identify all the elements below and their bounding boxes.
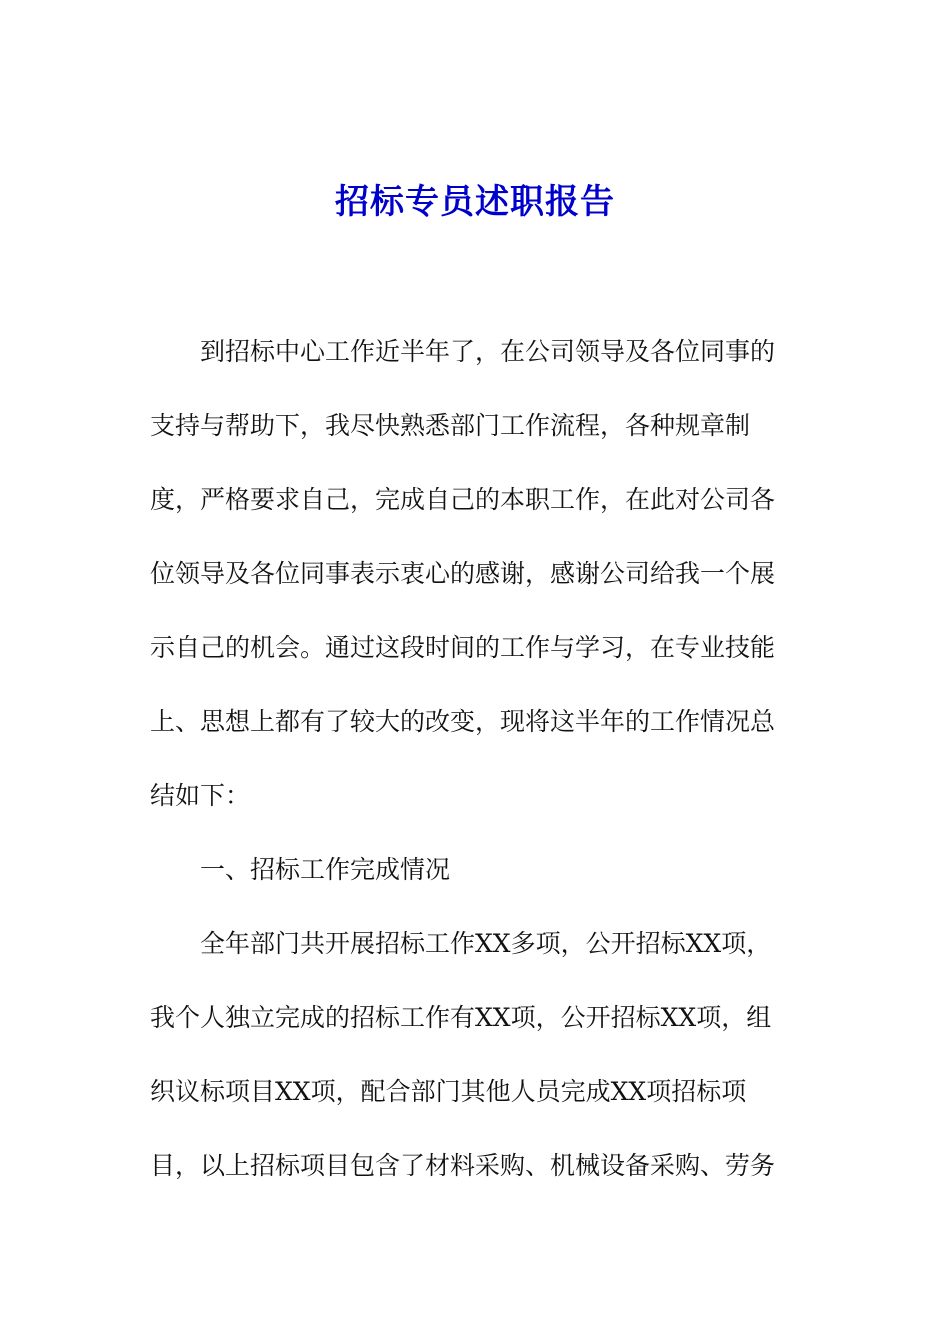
paragraph-line: 目，以上招标项目包含了材料采购、机械设备采购、劳务 [150, 1151, 776, 1180]
section-heading: 一、招标工作完成情况 [150, 855, 451, 884]
paragraph-line: 位领导及各位同事表示衷心的感谢，感谢公司给我一个展 [150, 559, 776, 588]
paragraph-line: 上、思想上都有了较大的改变，现将这半年的工作情况总 [150, 707, 776, 736]
paragraph-line: 结如下： [150, 781, 251, 810]
paragraph-line: 织议标项目XX项，配合部门其他人员完成XX项招标项 [150, 1077, 747, 1106]
paragraph-line: 我个人独立完成的招标工作有XX项，公开招标XX项，组 [150, 1003, 772, 1032]
paragraph-line: 支持与帮助下，我尽快熟悉部门工作流程，各种规章制 [150, 411, 751, 440]
paragraph-line: 度，严格要求自己，完成自己的本职工作，在此对公司各 [150, 485, 776, 514]
document-title: 招标专员述职报告 [335, 182, 615, 222]
paragraph-line: 全年部门共开展招标工作XX多项，公开招标XX项， [150, 929, 772, 958]
paragraph-line: 到招标中心工作近半年了，在公司领导及各位同事的 [150, 337, 776, 366]
paragraph-line: 示自己的机会。通过这段时间的工作与学习，在专业技能 [150, 633, 776, 662]
